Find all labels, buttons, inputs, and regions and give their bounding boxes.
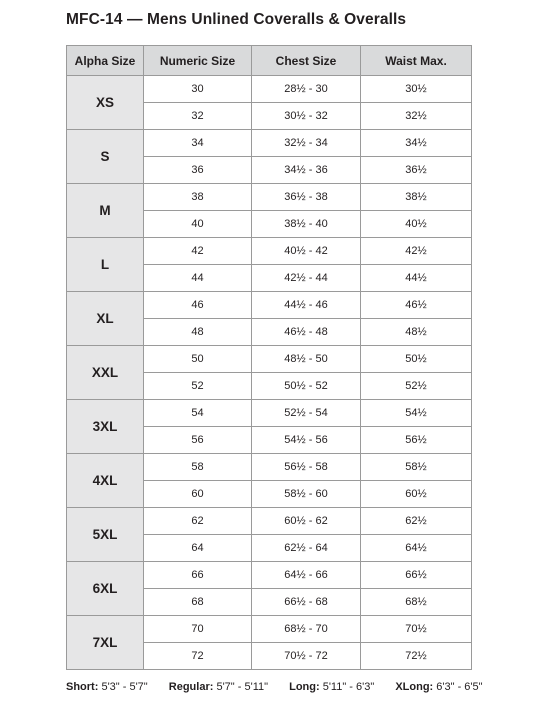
- alpha-size-cell: XXL: [67, 346, 144, 400]
- numeric-size-cell: 60: [144, 481, 252, 508]
- legend-label: Regular:: [168, 681, 214, 693]
- waist-max-cell: 60½: [361, 481, 472, 508]
- waist-max-cell: 30½: [361, 76, 472, 103]
- chest-size-cell: 56½ - 58: [252, 454, 361, 481]
- numeric-size-cell: 36: [144, 157, 252, 184]
- waist-max-cell: 62½: [361, 508, 472, 535]
- legend-regular: [169, 681, 268, 693]
- table-row: [67, 454, 472, 481]
- numeric-size-cell: 52: [144, 373, 252, 400]
- numeric-size-cell: 58: [144, 454, 252, 481]
- numeric-size-cell: 62: [144, 508, 252, 535]
- chest-size-cell: 42½ - 44: [252, 265, 361, 292]
- numeric-size-cell: 46: [144, 292, 252, 319]
- legend-xlong: [395, 681, 482, 693]
- chest-size-cell: 32½ - 34: [252, 130, 361, 157]
- numeric-size-cell: 48: [144, 319, 252, 346]
- numeric-size-cell: 44: [144, 265, 252, 292]
- table-row: [67, 238, 472, 265]
- numeric-size-cell: 32: [144, 103, 252, 130]
- chest-size-cell: 54½ - 56: [252, 427, 361, 454]
- header-numeric-size: Numeric Size: [144, 46, 252, 76]
- numeric-size-cell: 68: [144, 589, 252, 616]
- alpha-size-cell: XS: [67, 76, 144, 130]
- waist-max-cell: 38½: [361, 184, 472, 211]
- alpha-size-cell: 3XL: [67, 400, 144, 454]
- waist-max-cell: 36½: [361, 157, 472, 184]
- waist-max-cell: 46½: [361, 292, 472, 319]
- header-chest-size: Chest Size: [252, 46, 361, 76]
- numeric-size-cell: 66: [144, 562, 252, 589]
- waist-max-cell: 32½: [361, 103, 472, 130]
- legend-value: 5'3" - 5'7": [101, 681, 148, 693]
- legend-value: 5'7" - 5'11": [216, 681, 269, 693]
- chest-size-cell: 58½ - 60: [252, 481, 361, 508]
- size-chart-table: [66, 45, 472, 670]
- waist-max-cell: 44½: [361, 265, 472, 292]
- legend-value: 6'3" - 6'5": [436, 681, 483, 693]
- numeric-size-cell: 40: [144, 211, 252, 238]
- table-row: [67, 292, 472, 319]
- chest-size-cell: 52½ - 54: [252, 400, 361, 427]
- chest-size-cell: 44½ - 46: [252, 292, 361, 319]
- alpha-size-cell: 7XL: [67, 616, 144, 670]
- waist-max-cell: 52½: [361, 373, 472, 400]
- numeric-size-cell: 64: [144, 535, 252, 562]
- numeric-size-cell: 50: [144, 346, 252, 373]
- chest-size-cell: 40½ - 42: [252, 238, 361, 265]
- chest-size-cell: 28½ - 30: [252, 76, 361, 103]
- chest-size-cell: 60½ - 62: [252, 508, 361, 535]
- alpha-size-cell: XL: [67, 292, 144, 346]
- chest-size-cell: 30½ - 32: [252, 103, 361, 130]
- legend-label: Short:: [66, 681, 99, 693]
- numeric-size-cell: 56: [144, 427, 252, 454]
- numeric-size-cell: 30: [144, 76, 252, 103]
- numeric-size-cell: 38: [144, 184, 252, 211]
- alpha-size-cell: 6XL: [67, 562, 144, 616]
- legend-short: [66, 681, 148, 693]
- numeric-size-cell: 54: [144, 400, 252, 427]
- table-row: [67, 508, 472, 535]
- waist-max-cell: 56½: [361, 427, 472, 454]
- waist-max-cell: 42½: [361, 238, 472, 265]
- waist-max-cell: 66½: [361, 562, 472, 589]
- header-waist-max: Waist Max.: [361, 46, 472, 76]
- height-legend: [66, 681, 506, 693]
- legend-long: [289, 681, 374, 693]
- numeric-size-cell: 72: [144, 643, 252, 670]
- chest-size-cell: 46½ - 48: [252, 319, 361, 346]
- alpha-size-cell: L: [67, 238, 144, 292]
- chest-size-cell: 70½ - 72: [252, 643, 361, 670]
- table-row: [67, 562, 472, 589]
- waist-max-cell: 68½: [361, 589, 472, 616]
- legend-label: Long:: [289, 681, 320, 693]
- waist-max-cell: 64½: [361, 535, 472, 562]
- chest-size-cell: 38½ - 40: [252, 211, 361, 238]
- numeric-size-cell: 70: [144, 616, 252, 643]
- alpha-size-cell: 4XL: [67, 454, 144, 508]
- chest-size-cell: 64½ - 66: [252, 562, 361, 589]
- table-header-row: [67, 46, 472, 76]
- table-row: [67, 184, 472, 211]
- waist-max-cell: 40½: [361, 211, 472, 238]
- header-alpha-size: Alpha Size: [67, 46, 144, 76]
- table-row: [67, 616, 472, 643]
- table-row: [67, 346, 472, 373]
- waist-max-cell: 54½: [361, 400, 472, 427]
- chest-size-cell: 62½ - 64: [252, 535, 361, 562]
- chest-size-cell: 36½ - 38: [252, 184, 361, 211]
- waist-max-cell: 72½: [361, 643, 472, 670]
- table-row: [67, 400, 472, 427]
- alpha-size-cell: 5XL: [67, 508, 144, 562]
- numeric-size-cell: 42: [144, 238, 252, 265]
- alpha-size-cell: M: [67, 184, 144, 238]
- numeric-size-cell: 34: [144, 130, 252, 157]
- legend-value: 5'11" - 6'3": [322, 681, 375, 693]
- table-body: [67, 76, 472, 670]
- waist-max-cell: 34½: [361, 130, 472, 157]
- legend-label: XLong:: [395, 681, 434, 693]
- chest-size-cell: 66½ - 68: [252, 589, 361, 616]
- table-row: [67, 76, 472, 103]
- chest-size-cell: 48½ - 50: [252, 346, 361, 373]
- waist-max-cell: 50½: [361, 346, 472, 373]
- alpha-size-cell: S: [67, 130, 144, 184]
- chest-size-cell: 34½ - 36: [252, 157, 361, 184]
- table-row: [67, 130, 472, 157]
- chest-size-cell: 50½ - 52: [252, 373, 361, 400]
- waist-max-cell: 58½: [361, 454, 472, 481]
- waist-max-cell: 48½: [361, 319, 472, 346]
- chest-size-cell: 68½ - 70: [252, 616, 361, 643]
- page-title: MFC-14 — Mens Unlined Coveralls & Overalls: [66, 11, 407, 28]
- waist-max-cell: 70½: [361, 616, 472, 643]
